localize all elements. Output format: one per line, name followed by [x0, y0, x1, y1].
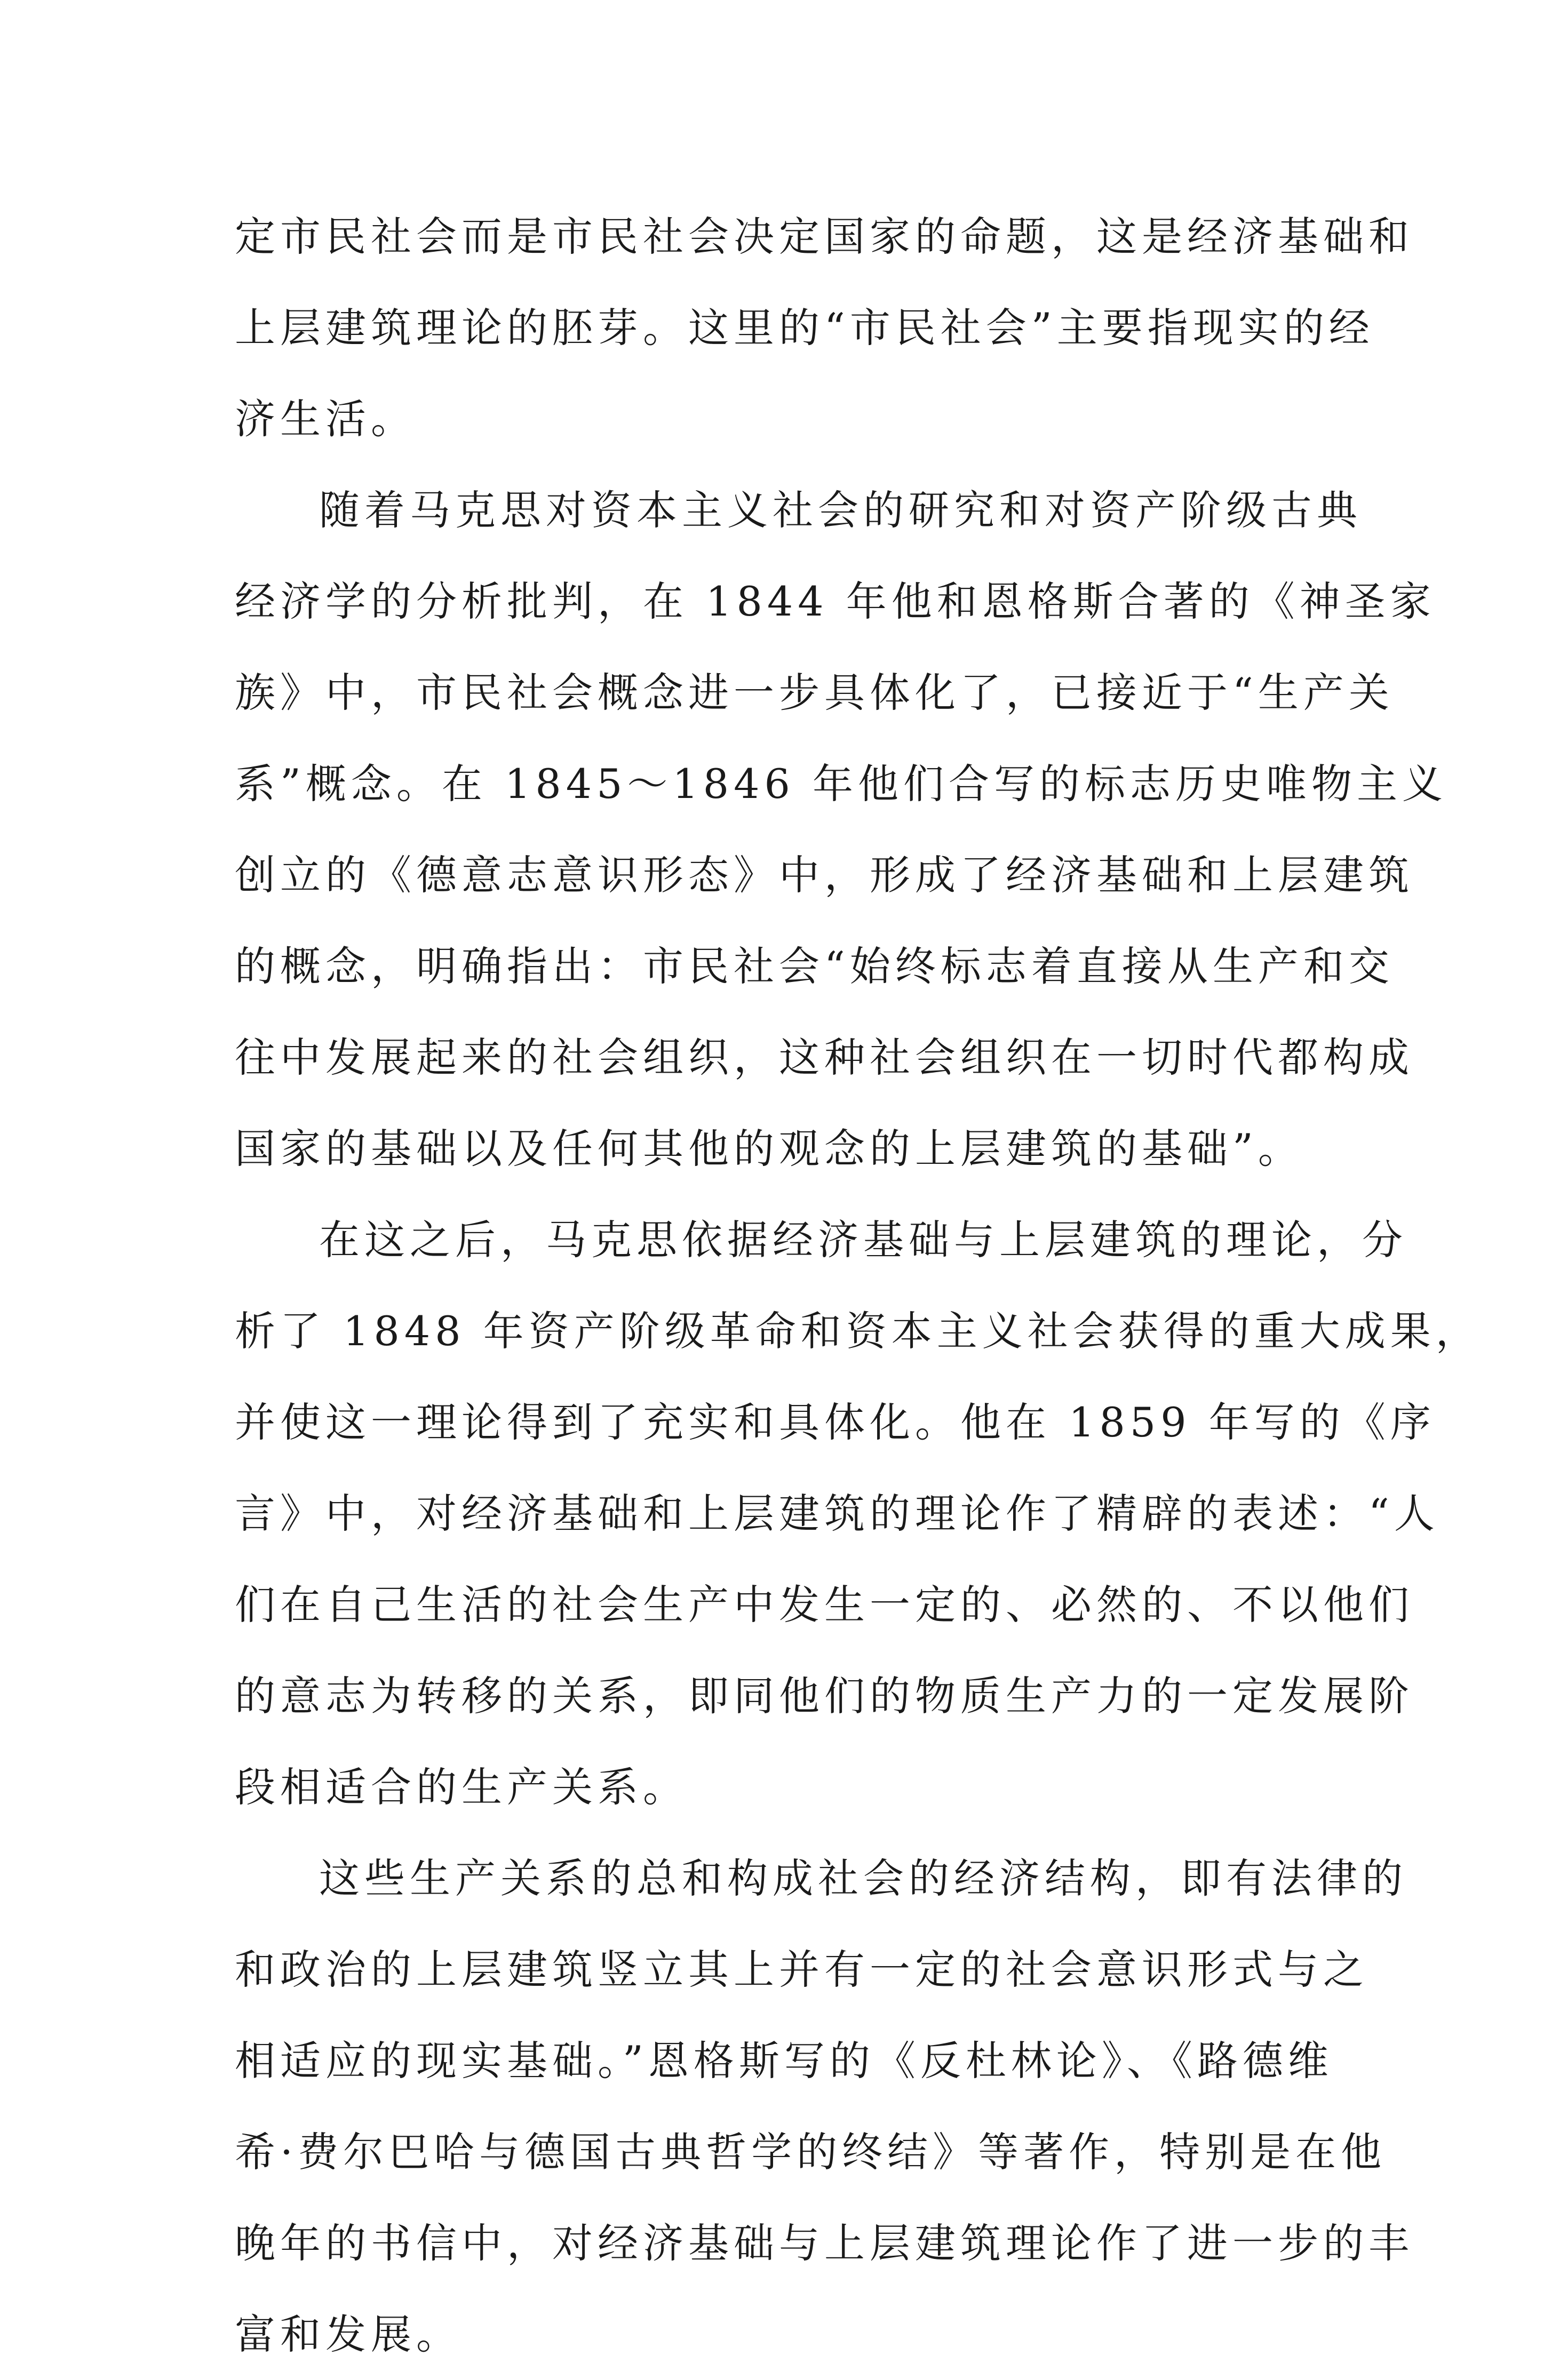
- text-line: 并使这一理论得到了充实和具体化。他在 1859 年写的《序: [235, 1399, 1436, 1446]
- text-line: 们在自己生活的社会生产中发生一定的、必然的、不以他们: [235, 1581, 1414, 1628]
- text-line: 族》中，市民社会概念进一步具体化了，已接近于“生产关: [235, 669, 1394, 716]
- text-line: 言》中，对经济基础和上层建筑的理论作了精辟的表述：“人: [235, 1490, 1439, 1537]
- text-line: 晚年的书信中，对经济基础与上层建筑理论作了进一步的丰: [235, 2219, 1414, 2267]
- text-line: 富和发展。: [235, 2311, 461, 2358]
- paragraph-3: [235, 1194, 1481, 1833]
- body-text: [235, 191, 1481, 2380]
- text-line: 的意志为转移的关系，即同他们的物质生产力的一定发展阶: [235, 1672, 1414, 1720]
- text-line: 相适应的现实基础。”恩格斯写的《反杜林论》、《路德维: [235, 2037, 1333, 2085]
- text-line: 在这之后，马克思依据经济基础与上层建筑的理论，分: [319, 1216, 1407, 1264]
- paragraph-4: [235, 1833, 1414, 2380]
- text-line: 定市民社会而是市民社会决定国家的命题，这是经济基础和: [235, 213, 1414, 260]
- text-line: 往中发展起来的社会组织，这种社会组织在一切时代都构成: [235, 1034, 1414, 1081]
- text-line: 这些生产关系的总和构成社会的经济结构，即有法律的: [319, 1855, 1407, 1902]
- text-line: 创立的《德意志意识形态》中，形成了经济基础和上层建筑: [235, 851, 1414, 899]
- paragraph-2: [235, 465, 1447, 1194]
- paragraph-1: [235, 191, 1414, 465]
- text-line: 和政治的上层建筑竖立其上并有一定的社会意识形式与之: [235, 1946, 1368, 1993]
- text-line: 段相适合的生产关系。: [235, 1763, 688, 1811]
- text-line: 析了 1848 年资产阶级革命和资本主义社会获得的重大成果，: [235, 1307, 1481, 1355]
- text-line: 济生活。: [235, 395, 416, 443]
- text-line: 随着马克思对资本主义社会的研究和对资产阶级古典: [319, 486, 1362, 534]
- text-line: 希·费尔巴哈与德国古典哲学的终结》等著作，特别是在他: [235, 2128, 1387, 2176]
- text-line: 系”概念。在 1845～1846 年他们合写的标志历史唯物主义: [235, 760, 1447, 808]
- text-line: 的概念，明确指出：市民社会“始终标志着直接从生产和交: [235, 943, 1394, 990]
- text-line: 国家的基础以及任何其他的观念的上层建筑的基础”。: [235, 1125, 1303, 1172]
- text-line: 上层建筑理论的胚芽。这里的“市民社会”主要指现实的经: [235, 304, 1374, 352]
- text-line: 经济学的分析批判，在 1844 年他和恩格斯合著的《神圣家: [235, 578, 1436, 625]
